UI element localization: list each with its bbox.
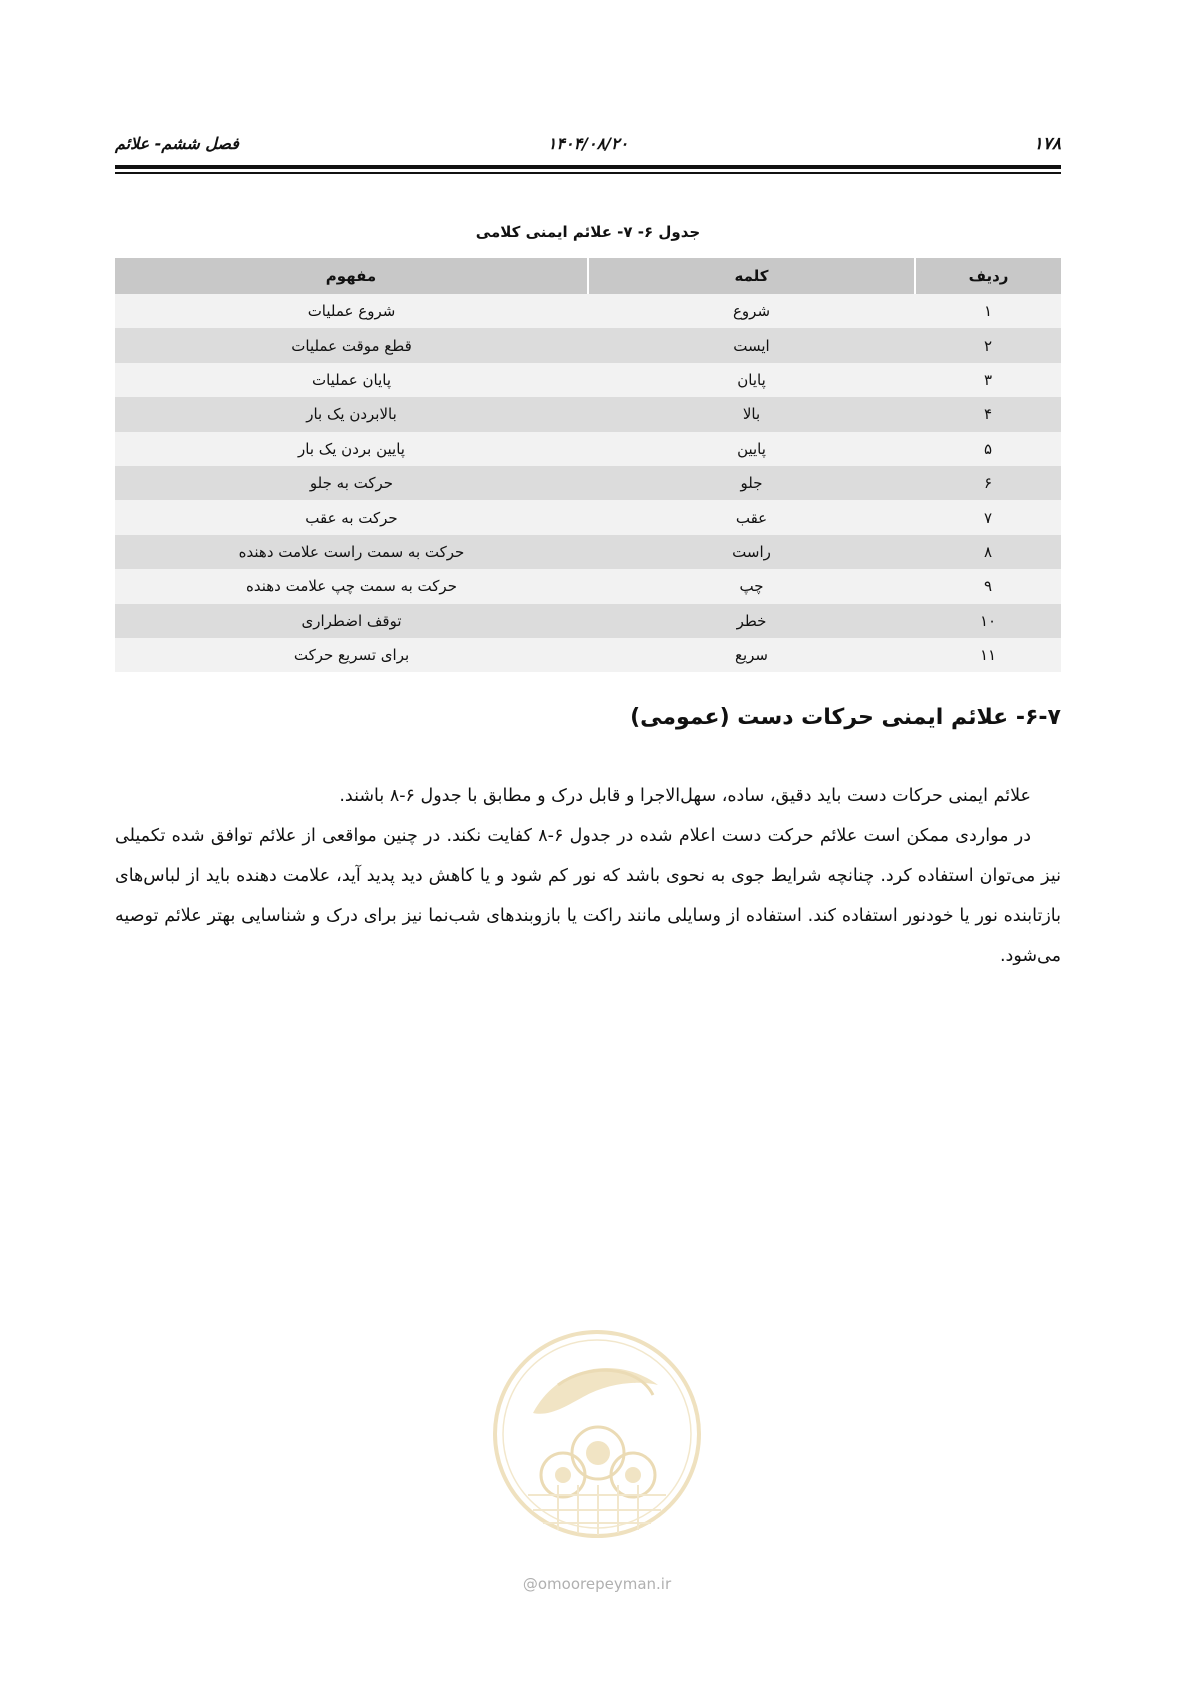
cell-word: شروع [588,294,915,328]
section-body [115,776,1061,976]
paragraph-2: در مواردی ممکن است علائم حرکت دست اعلام شده در جدول ۶-۸ کفایت نکند. در چنین مواقعی از علائم توافق شده تکمیلی نیز می‌توان استفاده کرد. چنانچه شرایط جوی به نحوی باشد که نور کم شود و یا کاهش دید پدید آید، علامت دهنده باید از لباس‌های بازتابنده نور یا خودنور استفاده کند. استفاده از وسایلی مانند راکت یا بازوبندهای شب‌نما نیز برای درک و شناسایی بهتر علائم توصیه می‌شود. [115,826,1061,966]
cell-word: خطر [588,604,915,638]
header-word: کلمه [588,258,915,294]
watermark-url: @omoorepeyman.ir [522,1575,672,1593]
verbal-signals-table [115,258,1061,672]
cell-row-number: ۷ [915,500,1061,534]
cell-meaning: توقف اضطراری [115,604,588,638]
header-rule-thick [115,165,1061,169]
cell-row-number: ۱۰ [915,604,1061,638]
cell-meaning: شروع عملیات [115,294,588,328]
cell-word: جلو [588,466,915,500]
cell-meaning: حرکت به عقب [115,500,588,534]
header-date: ۱۴۰۴/۰۸/۲۰ [547,134,629,153]
cell-word: راست [588,535,915,569]
cell-row-number: ۱ [915,294,1061,328]
table-row [115,466,1061,500]
chapter-title: فصل ششم- علائم [115,134,239,153]
cell-row-number: ۱۱ [915,638,1061,672]
table-row [115,569,1061,603]
header-rule-thin [115,172,1061,174]
page-number: ۱۷۸ [1033,134,1061,154]
cell-row-number: ۳ [915,363,1061,397]
cell-word: پایین [588,432,915,466]
cell-word: بالا [588,397,915,431]
header-meaning: مفهوم [115,258,588,294]
header-row-number: ردیف [915,258,1061,294]
cell-meaning: پایان عملیات [115,363,588,397]
cell-word: ایست [588,328,915,362]
cell-row-number: ۸ [915,535,1061,569]
table-row [115,363,1061,397]
page-header [115,128,1061,158]
watermark-seal-icon [488,1325,706,1575]
cell-word: چپ [588,569,915,603]
cell-row-number: ۵ [915,432,1061,466]
cell-word: پایان [588,363,915,397]
cell-row-number: ۹ [915,569,1061,603]
cell-word: سریع [588,638,915,672]
table-row [115,604,1061,638]
table-row [115,535,1061,569]
cell-row-number: ۶ [915,466,1061,500]
table-row [115,328,1061,362]
cell-meaning: حرکت به جلو [115,466,588,500]
cell-row-number: ۲ [915,328,1061,362]
cell-meaning: حرکت به سمت چپ علامت دهنده [115,569,588,603]
paragraph-1: علائم ایمنی حرکات دست باید دقیق، ساده، سهل‌الاجرا و قابل درک و مطابق با جدول ۶-۸ باشند. [339,786,1031,806]
table-row [115,500,1061,534]
table-header-row [115,258,1061,294]
cell-meaning: پایین بردن یک بار [115,432,588,466]
section-heading: ۶-۷- علائم ایمنی حرکات دست (عمومی) [630,705,1061,730]
table-row [115,397,1061,431]
cell-row-number: ۴ [915,397,1061,431]
table-caption: جدول ۶- ۷- علائم ایمنی کلامی [475,223,701,241]
cell-meaning: بالابردن یک بار [115,397,588,431]
cell-meaning: قطع موقت عملیات [115,328,588,362]
table-row [115,638,1061,672]
table-row [115,294,1061,328]
cell-meaning: برای تسریع حرکت [115,638,588,672]
cell-word: عقب [588,500,915,534]
cell-meaning: حرکت به سمت راست علامت دهنده [115,535,588,569]
table-row [115,432,1061,466]
